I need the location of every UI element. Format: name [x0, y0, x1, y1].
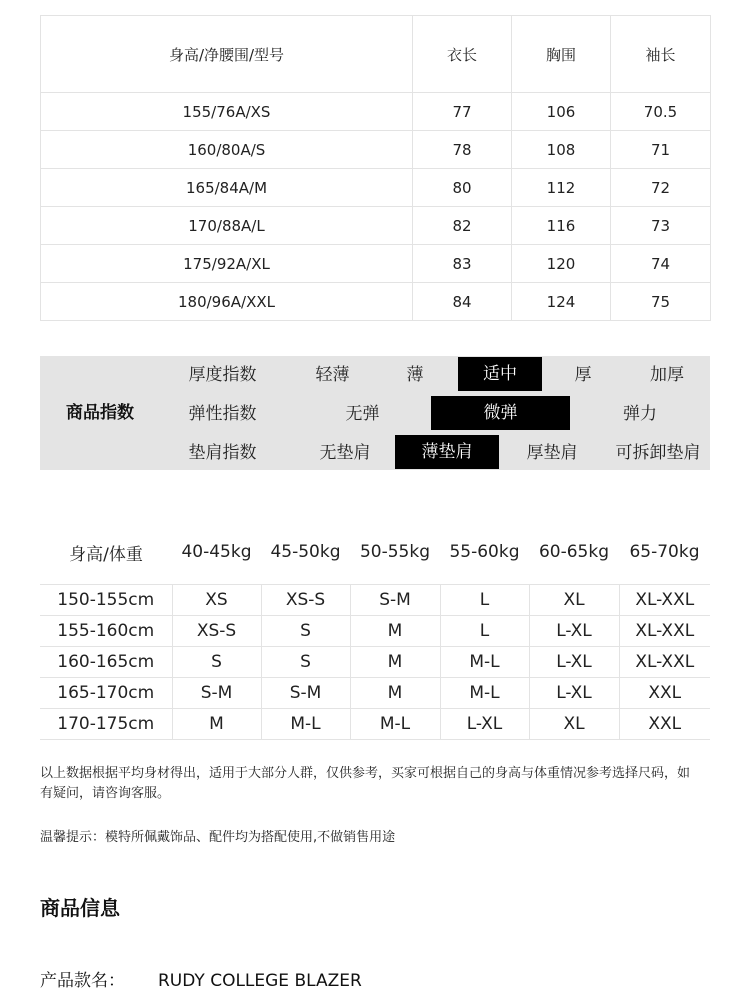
header-height-waist-size: 身高/净腰围/型号	[41, 16, 413, 93]
height-range-label: 170-175cm	[40, 709, 172, 740]
recommended-size-cell: XS-S	[261, 585, 350, 616]
size-table-row	[41, 131, 711, 169]
size-table-cell: 116	[512, 207, 611, 245]
recommended-size-cell: M-L	[350, 709, 440, 740]
recommended-size-cell: M	[350, 616, 440, 647]
elasticity-option-stretch: 弹力	[623, 404, 657, 424]
thickness-option-thin: 薄	[406, 365, 424, 385]
size-table-cell: 83	[413, 245, 512, 283]
size-table-cell: 120	[512, 245, 611, 283]
recommended-size-cell: S	[261, 616, 350, 647]
size-table-cell: 70.5	[611, 93, 711, 131]
recommended-size-cell: S-M	[350, 585, 440, 616]
size-table-cell: 106	[512, 93, 611, 131]
size-table-cell: 165/84A/M	[41, 169, 413, 207]
weight-range-header: 55-60kg	[440, 520, 529, 585]
size-table-cell: 160/80A/S	[41, 131, 413, 169]
recommended-size-cell: M-L	[440, 647, 529, 678]
weight-range-header: 40-45kg	[172, 520, 261, 585]
size-table-cell: 80	[413, 169, 512, 207]
recommended-size-cell: L-XL	[529, 678, 619, 709]
height-range-label: 150-155cm	[40, 585, 172, 616]
recommended-size-cell: L-XL	[529, 647, 619, 678]
size-table-row	[41, 93, 711, 131]
size-table-row	[41, 207, 711, 245]
weight-range-header: 45-50kg	[261, 520, 350, 585]
height-weight-row	[40, 678, 710, 709]
recommended-size-cell: M-L	[440, 678, 529, 709]
recommended-size-cell: S-M	[172, 678, 261, 709]
height-weight-header-row	[40, 520, 710, 585]
elasticity-option-slight-selected: 微弹	[431, 396, 570, 430]
recommended-size-cell: L	[440, 585, 529, 616]
thickness-option-medium-selected: 适中	[458, 357, 542, 391]
recommended-size-cell: M	[350, 678, 440, 709]
recommended-size-cell: L-XL	[529, 616, 619, 647]
size-table-cell: 82	[413, 207, 512, 245]
height-weight-row	[40, 709, 710, 740]
recommended-size-cell: XL	[529, 709, 619, 740]
recommended-size-cell: XXL	[619, 709, 710, 740]
size-table-cell: 71	[611, 131, 711, 169]
recommended-size-cell: M	[350, 647, 440, 678]
size-table-row	[41, 283, 711, 321]
size-table-cell: 108	[512, 131, 611, 169]
recommended-size-cell: XL-XXL	[619, 585, 710, 616]
recommended-size-cell: L	[440, 616, 529, 647]
height-range-label: 155-160cm	[40, 616, 172, 647]
height-weight-table	[40, 520, 710, 740]
recommended-size-cell: XL	[529, 585, 619, 616]
height-weight-row	[40, 585, 710, 616]
weight-range-header: 50-55kg	[350, 520, 440, 585]
size-table-cell: 75	[611, 283, 711, 321]
size-table-cell: 175/92A/XL	[41, 245, 413, 283]
product-style-value: RUDY COLLEGE BLAZER	[158, 971, 362, 991]
size-table-row	[41, 169, 711, 207]
size-table-cell: 84	[413, 283, 512, 321]
size-table-cell: 78	[413, 131, 512, 169]
size-table-cell: 74	[611, 245, 711, 283]
size-table-cell: 112	[512, 169, 611, 207]
accessory-tip-note: 温馨提示：模特所佩戴饰品、配件均为搭配使用,不做销售用途	[40, 830, 396, 845]
size-table-cell: 124	[512, 283, 611, 321]
recommended-size-cell: L-XL	[440, 709, 529, 740]
size-table-cell: 72	[611, 169, 711, 207]
size-table-cell: 170/88A/L	[41, 207, 413, 245]
recommended-size-cell: M-L	[261, 709, 350, 740]
shoulder-pad-option-thin-selected: 薄垫肩	[395, 435, 499, 469]
thickness-index-label: 厚度指数	[188, 365, 257, 385]
recommended-size-cell: S	[172, 647, 261, 678]
size-table-cell: 155/76A/XS	[41, 93, 413, 131]
shoulder-pad-index-label: 垫肩指数	[188, 443, 257, 463]
product-info-title: 商品信息	[40, 896, 120, 920]
height-range-label: 160-165cm	[40, 647, 172, 678]
shoulder-pad-option-thick: 厚垫肩	[526, 443, 578, 463]
size-table-cell: 180/96A/XXL	[41, 283, 413, 321]
thickness-option-thick: 厚	[574, 365, 592, 385]
weight-range-header: 65-70kg	[619, 520, 710, 585]
product-style-row	[40, 968, 362, 994]
header-length: 衣长	[413, 16, 512, 93]
thickness-option-light-thin: 轻薄	[315, 365, 350, 385]
height-range-label: 165-170cm	[40, 678, 172, 709]
recommended-size-cell: S-M	[261, 678, 350, 709]
thickness-option-extra-thick: 加厚	[650, 365, 684, 385]
weight-range-header: 60-65kg	[529, 520, 619, 585]
product-index-panel	[40, 356, 710, 470]
size-table-cell: 77	[413, 93, 512, 131]
size-table-header-row	[41, 16, 711, 93]
size-disclaimer-note: 以上数据根据平均身材得出，适用于大部分人群，仅供参考，买家可根据自己的身高与体重情况参考选择尺码，如有疑问，请咨询客服。	[40, 766, 691, 801]
header-chest: 胸围	[512, 16, 611, 93]
elasticity-option-none: 无弹	[345, 404, 380, 424]
recommended-size-cell: S	[261, 647, 350, 678]
product-index-title: 商品指数	[66, 403, 134, 423]
recommended-size-cell: XL-XXL	[619, 616, 710, 647]
header-sleeve: 袖长	[611, 16, 711, 93]
shoulder-pad-option-removable: 可拆卸垫肩	[615, 443, 701, 463]
product-style-label: 产品款名：	[40, 971, 125, 991]
recommended-size-cell: XXL	[619, 678, 710, 709]
elasticity-index-label: 弹性指数	[188, 404, 257, 424]
size-table-row	[41, 245, 711, 283]
shoulder-pad-option-none: 无垫肩	[319, 443, 371, 463]
recommended-size-cell: M	[172, 709, 261, 740]
size-table-cell: 73	[611, 207, 711, 245]
recommended-size-cell: XL-XXL	[619, 647, 710, 678]
height-weight-row	[40, 647, 710, 678]
recommended-size-cell: XS	[172, 585, 261, 616]
height-weight-row	[40, 616, 710, 647]
height-weight-corner: 身高/体重	[40, 520, 172, 585]
size-table	[40, 15, 711, 321]
recommended-size-cell: XS-S	[172, 616, 261, 647]
